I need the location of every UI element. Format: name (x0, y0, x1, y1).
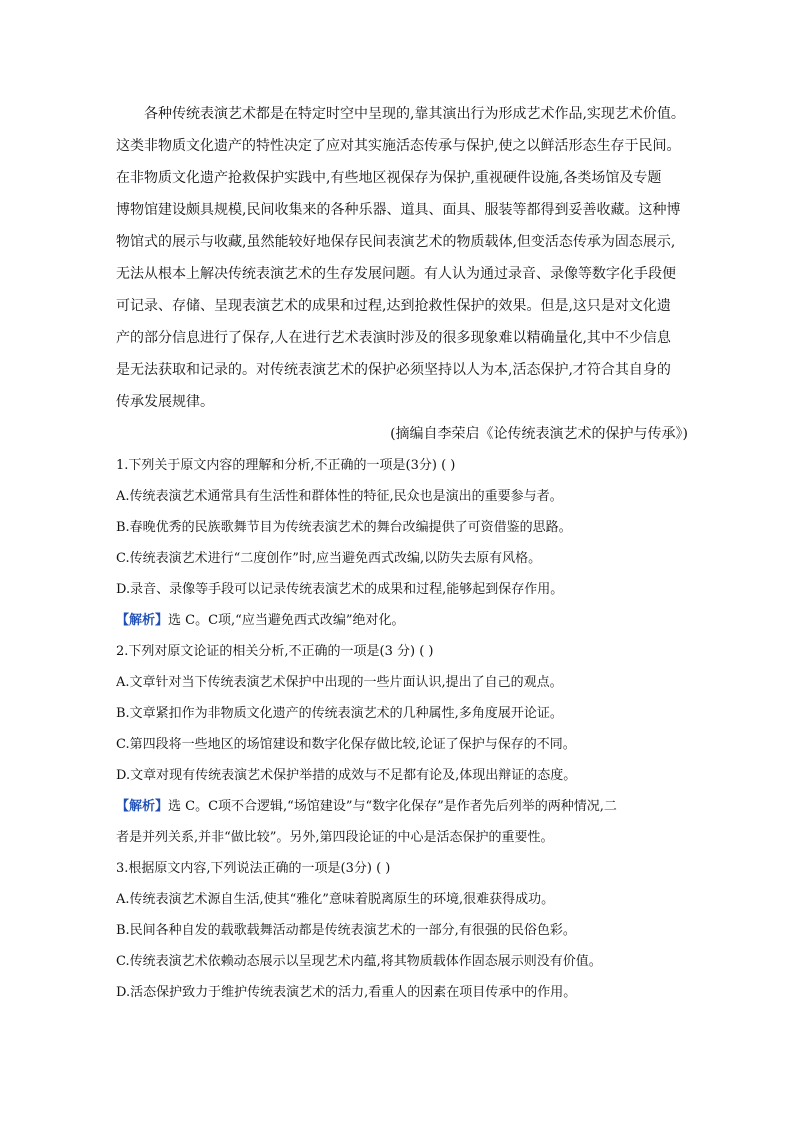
option-c: C.传统表演艺术依赖动态展示以呈现艺术内蕴,将其物质载体作固态展示则没有价值。 (116, 954, 602, 969)
analysis-line (116, 797, 688, 817)
passage-line: 是无法获取和记录的。对传统表演艺术的保护必须坚持以人为本,活态保护,才符合其自身的 (116, 362, 671, 378)
passage-line: 博物馆建设颇具规模,民间收集来的各种乐器、道具、面具、服装等都得到妥善收藏。这种博 (116, 202, 681, 218)
passage-line: 这类非物质文化遗产的特性决定了应对其实施活态传承与保护,使之以鲜活形态生存于民间。 (116, 138, 681, 154)
analysis-text: 选 C。C项不合逻辑,“场馆建设”与“数字化保存”是作者先后列举的两种情况,二 (168, 799, 617, 814)
passage-line: 可记录、存储、呈现表演艺术的成果和过程,达到抢救性保护的效果。但是,这只是对文化遗 (116, 298, 671, 314)
option-b: B.民间各种自发的载歌载舞活动都是传统表演艺术的一部分,有很强的民俗色彩。 (116, 923, 576, 938)
option-a: A.文章针对当下传统表演艺术保护中出现的一些片面认识,提出了自己的观点。 (116, 675, 563, 690)
option-d: D.录音、录像等手段可以记录传统表演艺术的成果和过程,能够起到保存作用。 (116, 582, 564, 597)
option-b: B.文章紧扣作为非物质文化遗产的传统表演艺术的几种属性,多角度展开论证。 (116, 706, 563, 721)
option-c: C.传统表演艺术进行“二度创作”时,应当避免西式改编,以防失去原有风格。 (116, 551, 542, 566)
passage-line: 产的部分信息进行了保存,人在进行艺术表演时涉及的很多现象难以精确量化,其中不少信息 (116, 330, 671, 346)
passage-source: (摘编自李荣启《论传统表演艺术的保护与传承》) (390, 426, 688, 442)
passage-line: 在非物质文化遗产抢救保护实践中,有些地区视保存为保护,重视硬件设施,各类场馆及专题 (116, 170, 662, 186)
option-a: A.传统表演艺术通常具有生活性和群体性的特征,民众也是演出的重要参与者。 (116, 489, 563, 504)
analysis-tag: 【解析】 (116, 613, 169, 628)
question-stem: 1.下列关于原文内容的理解和分析,不正确的一项是(3分) ( ) (116, 458, 456, 473)
question-stem: 3.根据原文内容,下列说法正确的一项是(3分) ( ) (116, 861, 391, 876)
passage-line: 物馆式的展示与收藏,虽然能较好地保存民间表演艺术的物质载体,但变活态传承为固态展示, (116, 234, 676, 250)
analysis-text: 选 C。C项,“应当避免西式改编”绝对化。 (168, 613, 405, 628)
analysis-line (116, 611, 688, 631)
passage-line: 无法从根本上解决传统表演艺术的生存发展问题。有人认为通过录音、录像等数字化手段便 (116, 266, 676, 282)
analysis-line: 者是并列关系,并非“做比较”。另外,第四段论证的中心是活态保护的重要性。 (116, 830, 554, 845)
option-b: B.春晚优秀的民族歌舞节目为传统表演艺术的舞台改编提供了可资借鉴的思路。 (116, 520, 572, 535)
option-d: D.文章对现有传统表演艺术保护举措的成效与不足都有论及,体现出辩证的态度。 (116, 768, 577, 783)
passage-line: 传承发展规律。 (116, 394, 214, 410)
analysis-tag: 【解析】 (116, 799, 169, 814)
question-stem: 2.下列对原文论证的相关分析,不正确的一项是(3 分) ( ) (116, 644, 434, 659)
option-a: A.传统表演艺术源自生活,使其“雅化”意味着脱离原生的环境,很难获得成功。 (116, 892, 555, 907)
passage-line: 各种传统表演艺术都是在特定时空中呈现的,靠其演出行为形成艺术作品,实现艺术价值。 (144, 106, 685, 122)
option-d: D.活态保护致力于维护传统表演艺术的活力,看重人的因素在项目传承中的作用。 (116, 985, 577, 1000)
option-c: C.第四段将一些地区的场馆建设和数字化保存做比较,论证了保护与保存的不同。 (116, 737, 576, 752)
